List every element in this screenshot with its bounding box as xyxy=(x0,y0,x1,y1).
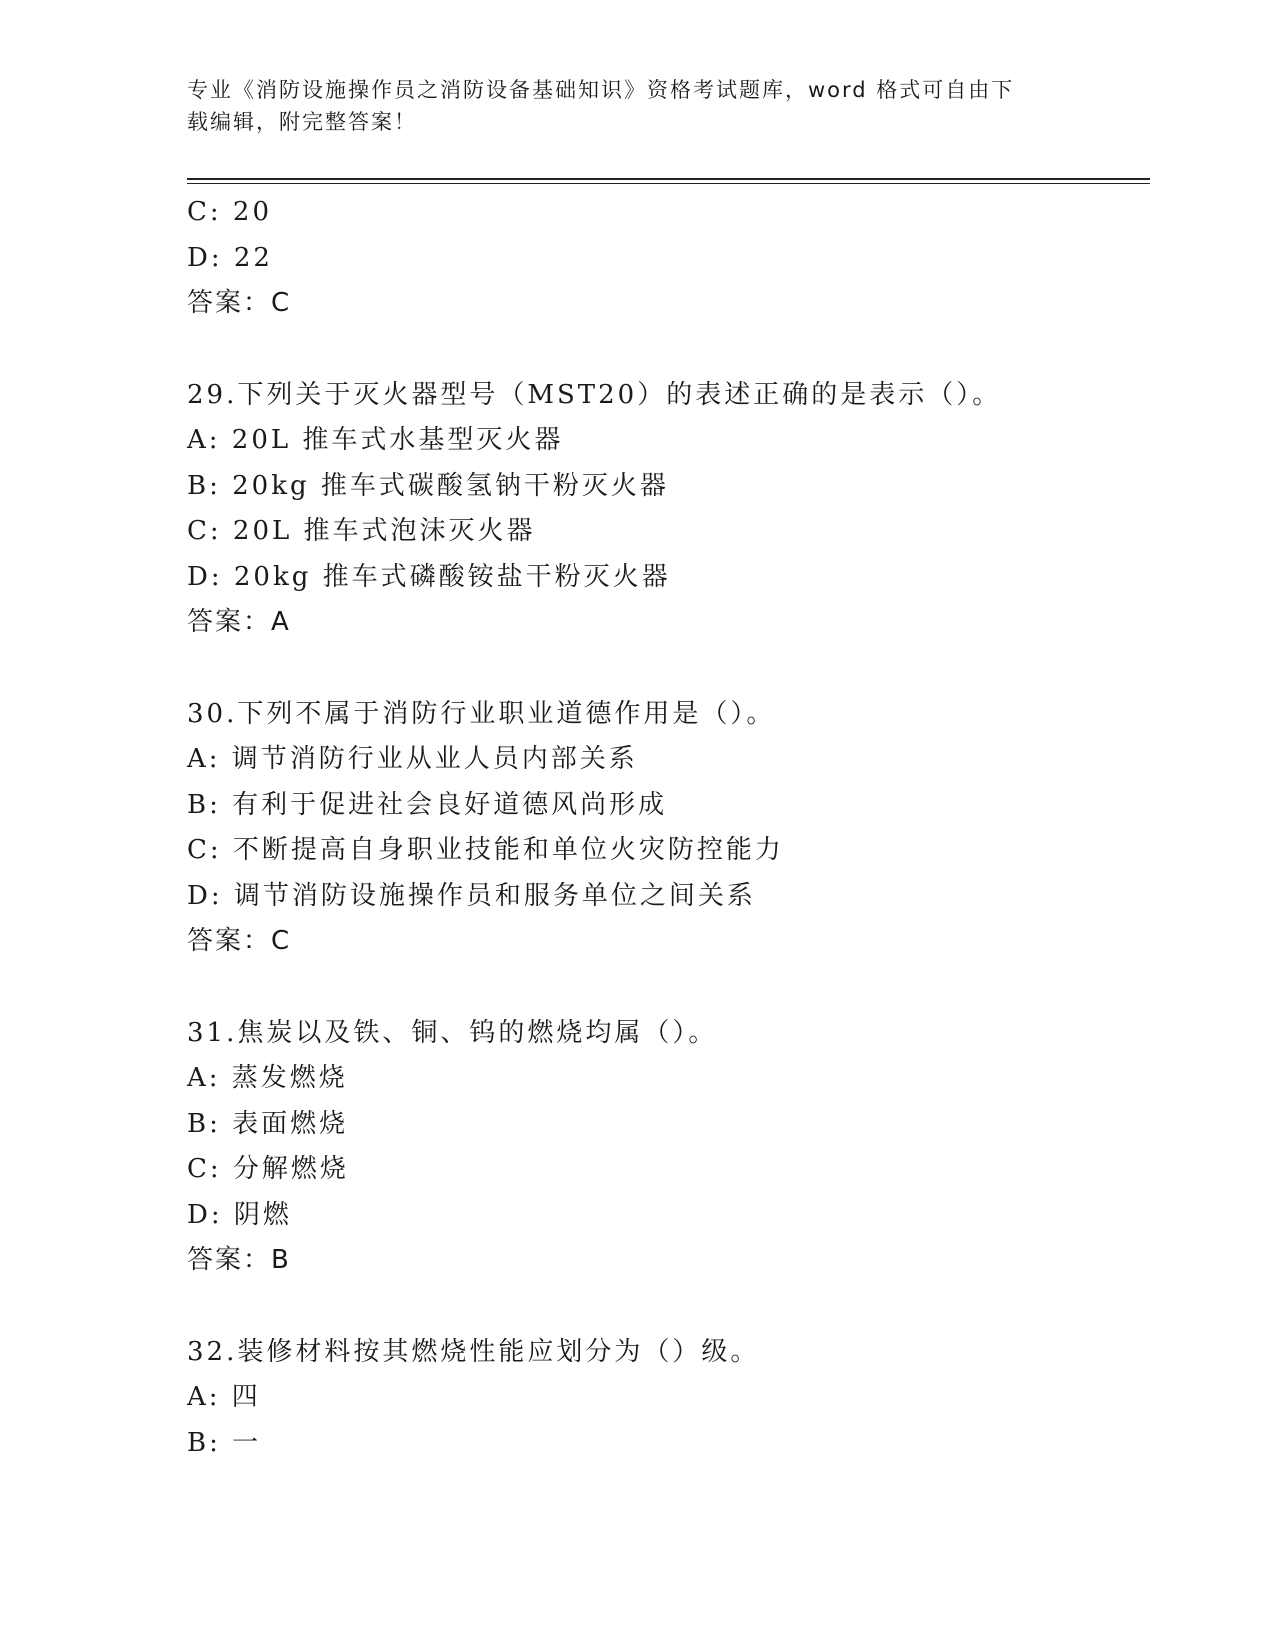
question-28-tail xyxy=(187,190,1147,327)
header-divider-thin xyxy=(187,183,1150,184)
question-stem: 32.装修材料按其燃烧性能应划分为（）级。 xyxy=(187,1336,760,1367)
option-d: D: 调节消防设施操作员和服务单位之间关系 xyxy=(187,880,756,911)
question-stem: 30.下列不属于消防行业职业道德作用是（）。 xyxy=(187,698,776,729)
question-32 xyxy=(187,1330,1147,1467)
document-header xyxy=(187,74,1087,138)
question-stem: 31.焦炭以及铁、铜、钨的燃烧均属（）。 xyxy=(187,1017,718,1048)
option-d: D: 阴燃 xyxy=(187,1199,292,1230)
option-d: D: 20kg 推车式磷酸铵盐干粉灭火器 xyxy=(187,561,671,592)
answer-line: 答案：B xyxy=(187,1245,291,1275)
header-line-1: 专业《消防设施操作员之消防设备基础知识》资格考试题库，word 格式可自由下 xyxy=(187,78,1015,102)
option-b: B: 20kg 推车式碳酸氢钠干粉灭火器 xyxy=(187,470,669,501)
option-b: B: 有利于促进社会良好道德风尚形成 xyxy=(187,789,668,820)
option-a: A: 调节消防行业从业人员内部关系 xyxy=(187,744,638,774)
option-a: A: 四 xyxy=(187,1382,261,1412)
option-b: B: 一 xyxy=(187,1427,262,1458)
option-c: C: 20 xyxy=(187,197,273,227)
option-b: B: 表面燃烧 xyxy=(187,1108,349,1139)
option-c: C: 20L 推车式泡沫灭火器 xyxy=(187,516,536,546)
option-d: D: 22 xyxy=(187,242,273,273)
option-a: A: 20L 推车式水基型灭火器 xyxy=(187,425,564,455)
question-stem: 29.下列关于灭火器型号（MST20）的表述正确的是表示（）。 xyxy=(187,379,1002,410)
answer-line: 答案：C xyxy=(187,926,292,956)
header-line-2: 载编辑，附完整答案！ xyxy=(187,110,417,134)
option-c: C: 分解燃烧 xyxy=(187,1154,349,1184)
question-31 xyxy=(187,1011,1147,1284)
answer-line: 答案：A xyxy=(187,607,291,637)
option-c: C: 不断提高自身职业技能和单位火灾防控能力 xyxy=(187,835,784,865)
question-30 xyxy=(187,692,1147,965)
option-a: A: 蒸发燃烧 xyxy=(187,1063,348,1093)
question-list xyxy=(187,190,1147,1466)
answer-line: 答案：C xyxy=(187,288,292,318)
question-29 xyxy=(187,373,1147,646)
header-divider-thick xyxy=(187,178,1150,180)
